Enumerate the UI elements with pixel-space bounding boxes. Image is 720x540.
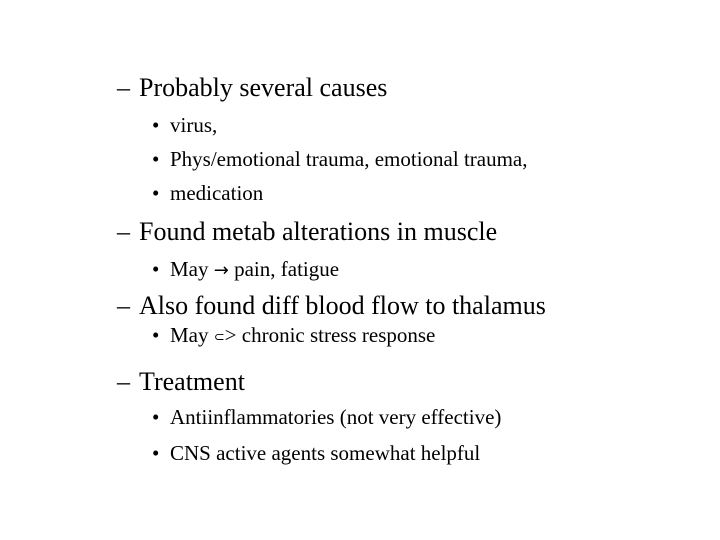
arrow-right-icon: →	[213, 260, 229, 281]
bullet-marker: •	[152, 181, 160, 205]
bullet-found-metab-alterations	[117, 219, 497, 245]
subbullet-chronic-stress	[152, 325, 435, 346]
subbullet-text-end: > chronic stress response	[224, 323, 436, 347]
subbullet-may-pain-fatigue	[152, 259, 339, 280]
subbullet-text-end: pain, fatigue	[234, 257, 340, 281]
subset-symbol-icon: ⊂	[213, 330, 225, 345]
bullet-text: Probably several causes	[139, 73, 388, 102]
bullet-marker: •	[152, 441, 160, 465]
bullet-text: Found metab alterations in muscle	[139, 217, 498, 246]
subbullet-text-start: May	[170, 323, 209, 347]
subbullet-virus	[152, 115, 217, 136]
dash-marker: –	[117, 73, 130, 102]
subbullet-text: medication	[170, 181, 264, 205]
bullet-marker: •	[152, 323, 160, 347]
bullet-text: Also found diff blood flow to thalamus	[139, 291, 546, 320]
subbullet-text-start: May	[170, 257, 209, 281]
bullet-text: Treatment	[139, 367, 245, 396]
subbullet-text: virus,	[170, 113, 218, 137]
subbullet-medication	[152, 183, 263, 204]
bullet-treatment	[117, 369, 245, 395]
subbullet-antiinflammatories	[152, 407, 501, 428]
bullet-marker: •	[152, 147, 160, 171]
dash-marker: –	[117, 291, 130, 320]
subbullet-text: Phys/emotional trauma, emotional trauma,	[170, 147, 528, 171]
dash-marker: –	[117, 367, 130, 396]
subbullet-trauma	[152, 149, 528, 170]
dash-marker: –	[117, 217, 130, 246]
bullet-marker: •	[152, 113, 160, 137]
subbullet-cns-agents	[152, 443, 480, 464]
bullet-marker: •	[152, 257, 160, 281]
subbullet-text: CNS active agents somewhat helpful	[170, 441, 481, 465]
bullet-marker: •	[152, 405, 160, 429]
bullet-blood-flow-thalamus	[117, 293, 546, 319]
bullet-probably-several-causes	[117, 75, 387, 101]
subbullet-text: Antiinflammatories (not very effective)	[170, 405, 502, 429]
